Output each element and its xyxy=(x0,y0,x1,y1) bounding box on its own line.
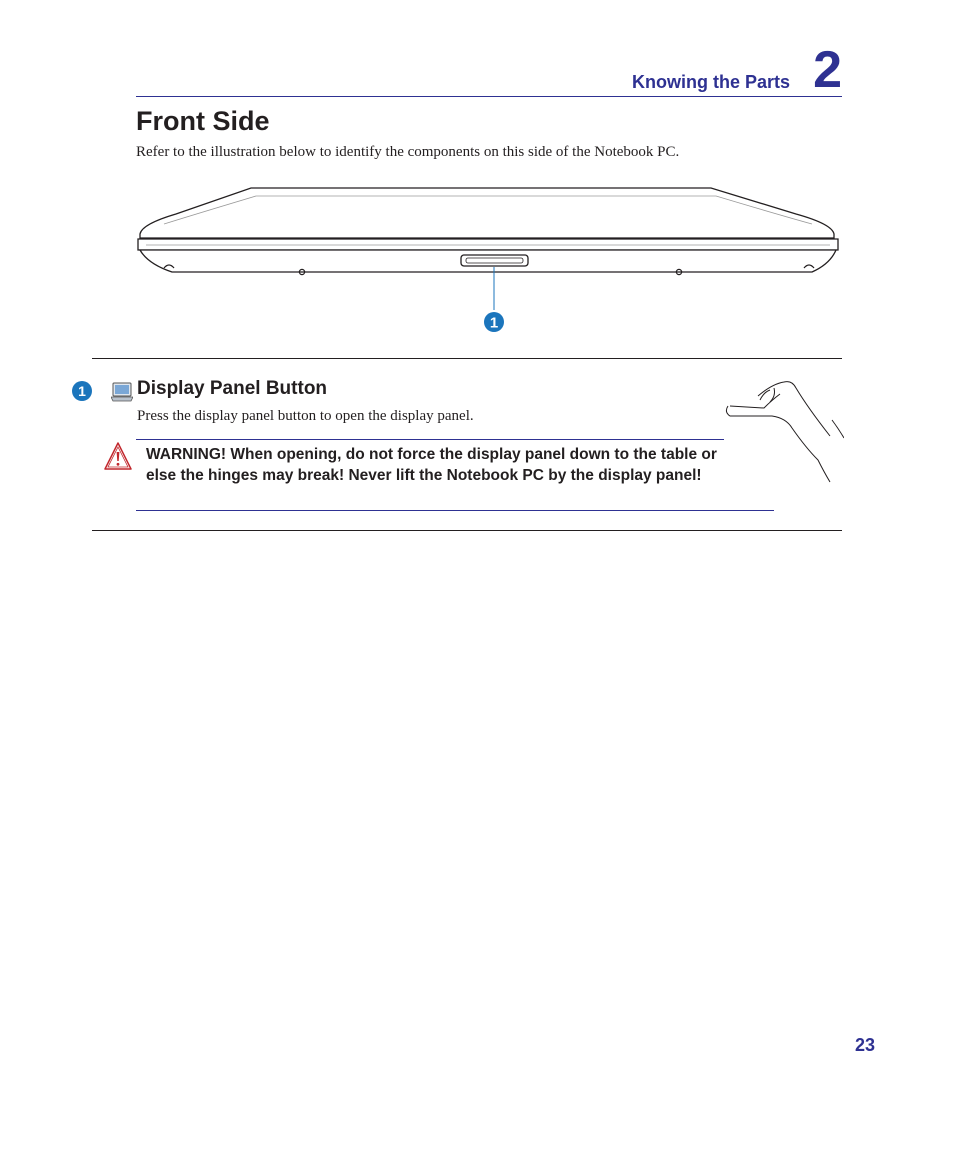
display-panel-icon xyxy=(111,382,133,402)
finger-press-illustration xyxy=(720,378,844,486)
item-heading: Display Panel Button xyxy=(137,378,328,399)
section-rule-bottom xyxy=(92,530,842,531)
section-rule-top xyxy=(92,358,842,359)
intro-text: Refer to the illustration below to identify the components on this side of the Notebook PC. xyxy=(136,144,680,160)
chapter-title: Knowing the Parts xyxy=(631,72,790,92)
header-rule xyxy=(136,96,842,97)
page-title: Front Side xyxy=(136,106,270,136)
warning-rule-bottom xyxy=(136,510,774,511)
warning-triangle-icon xyxy=(103,441,133,473)
page-number: 23 xyxy=(855,1035,876,1055)
item-number-badge: 1 xyxy=(72,381,92,401)
chapter-number: 2 xyxy=(813,41,842,99)
warning-text: WARNING! When opening, do not force the display panel down to the table or else the hinges may break! Never lift the Notebook PC by the display panel! xyxy=(146,446,717,484)
laptop-front-illustration xyxy=(136,184,842,344)
item-description: Press the display panel button to open the display panel. xyxy=(137,408,474,424)
callout-number: 1 xyxy=(489,314,499,332)
warning-rule-top xyxy=(136,439,724,440)
